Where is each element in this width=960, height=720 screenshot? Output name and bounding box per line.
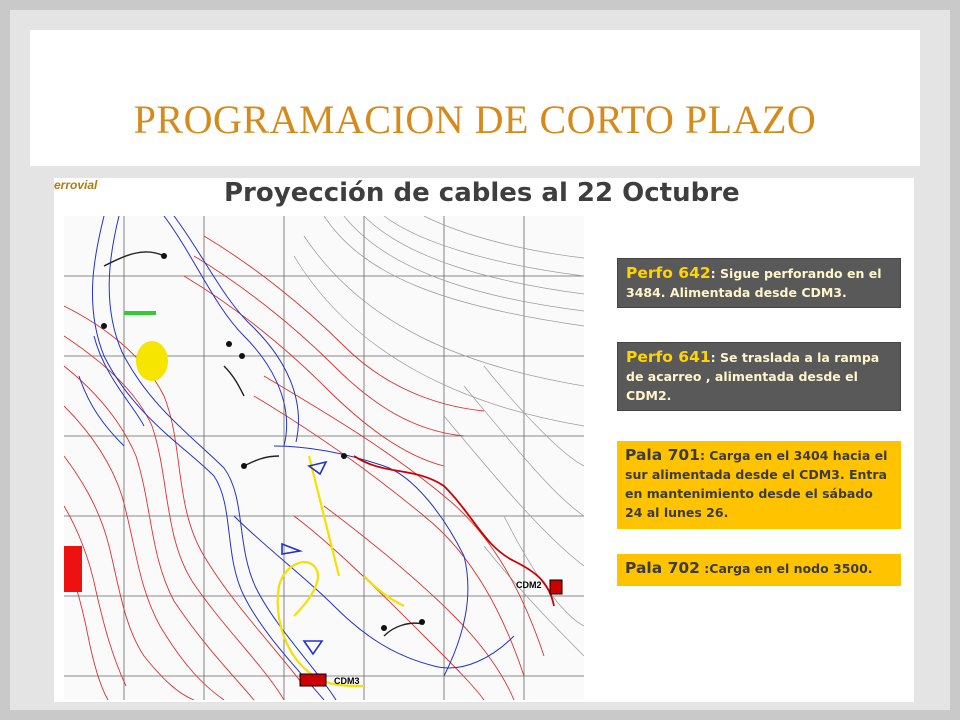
info-box-heading: Pala 701 [625, 446, 700, 464]
slide-title: PROGRAMACION DE CORTO PLAZO [133, 97, 817, 142]
info-box-perfo-641 [617, 342, 901, 411]
info-box-separator: : [699, 561, 710, 576]
info-box-text: Se traslada a la rampa de acarreo , alimentada desde el CDM2. [626, 350, 880, 403]
info-box-heading: Pala 702 [625, 559, 700, 577]
info-box-text: Carga en el 3404 hacia el sur alimentada desde el CDM3. Entra en mantenimiento desde el sábado 24 al lunes 26. [625, 448, 888, 520]
mine-map [64, 216, 584, 700]
info-box-separator: : [710, 266, 721, 281]
info-box-text: Carga en el nodo 3500. [709, 561, 873, 576]
red-area [64, 546, 82, 592]
info-box-heading: Perfo 642 [626, 264, 711, 282]
yellow-zone [136, 341, 168, 381]
cdm2-label: CDM2 [516, 580, 542, 590]
info-box-perfo-642 [617, 258, 901, 308]
map-background [64, 216, 584, 700]
info-box-pala-702 [617, 554, 901, 586]
info-box-heading: Perfo 641 [626, 348, 711, 366]
green-marker [124, 311, 156, 315]
cdm2-substation [550, 580, 562, 594]
info-box-text: Sigue perforando en el 3484. Alimentada desde CDM3. [626, 266, 882, 300]
info-box-separator: : [699, 448, 710, 463]
title-band [30, 30, 920, 166]
company-logo: errovial [54, 178, 98, 192]
map-title: Proyección de cables al 22 Octubre [224, 178, 740, 208]
info-box-pala-701 [617, 441, 901, 529]
cdm3-label: CDM3 [334, 676, 360, 686]
cdm3-substation [300, 674, 326, 686]
slide-content [54, 178, 914, 702]
info-box-separator: : [710, 350, 721, 365]
